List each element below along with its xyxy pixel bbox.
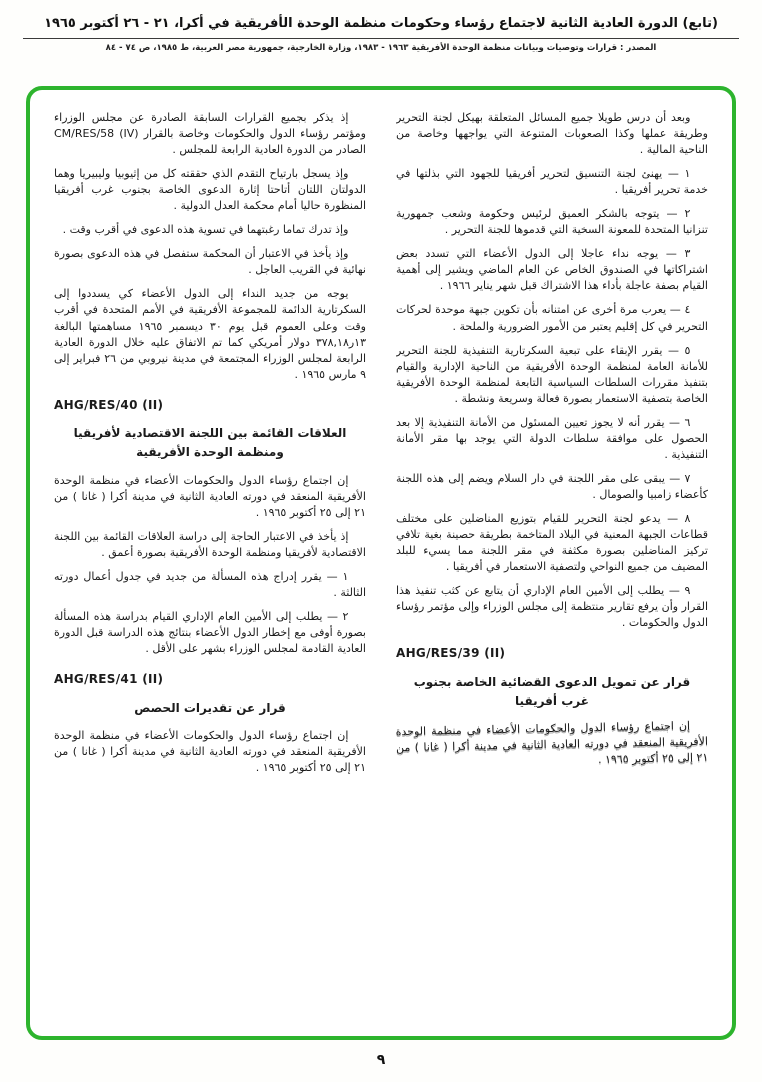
paragraph: إن اجتماع رؤساء الدول والحكومات الأعضاء في منظمة الوحدة الأفريقية المنعقد في دورته العادية الثانية في مدينة أكرا ( غانا ) من ٢١ إلى ٢٥ أكتوبر ١٩٦٥ . bbox=[54, 473, 366, 519]
resolution-heading: العلاقات القائمة بين اللجنة الاقتصادية لأفريقيا ومنظمة الوحدة الأفريقية bbox=[73, 426, 347, 460]
resolution-heading: قرار عن تقديرات الحصص bbox=[134, 700, 286, 715]
paragraph: إن اجتماع رؤساء الدول والحكومات الأعضاء في منظمة الوحدة الأفريقية المنعقد في دورته العادية الثانية في مدينة أكرا ( غانا ) من ٢١ إلى ٢٥ أكتوبر ١٩٦٥ . bbox=[54, 728, 366, 774]
paragraph: ٦ — يقرر أنه لا يجوز تعيين المسئول من الأمانة التنفيذية إلا بعد الحصول على موافقة سلطات الدولة التي يوجد بها مقر الأمانة التنفيذية . bbox=[396, 415, 708, 461]
paragraph: ٥ — يقرر الإبقاء على تبعية السكرتارية التنفيذية للجنة التحرير للأمانة العامة لمنظمة الوحدة الأفريقية من الناحية الإدارية والقيام بتنفيذ مقررات السلطات السياسية التابعة لمنظمة الوحدة الأفريقية الخاصة بتصفية الاستعمار بصورة فعالة وسريعة ونشطة . bbox=[396, 343, 708, 405]
paragraph: إذ يأخذ في الاعتبار الحاجة إلى دراسة العلاقات القائمة بين اللجنة الاقتصادية لأفريقيا ومنظمة الوحدة الأفريقية بصورة أعمق . bbox=[54, 529, 366, 559]
page-header bbox=[0, 0, 762, 53]
paragraph: وبعد أن درس طويلا جميع المسائل المتعلقة بهيكل لجنة التحرير وطريقة عملها وكذا الصعوبات المتنوعة التي يواجهها وخاصة من الناحية المالية . bbox=[396, 111, 708, 157]
paragraph: إذ يذكر بجميع القرارات السابقة الصادرة عن مجلس الوزراء ومؤتمر رؤساء الدول والحكومات وخاصة بالقرار CM/RES/58 (IV) الصادر من الدورة العادية الرابعة للمجلس . bbox=[54, 111, 366, 157]
resolution-code: AHG/RES/41 (II) bbox=[54, 672, 164, 687]
paragraph: ٩ — يطلب إلى الأمين العام الإداري أن يتابع عن كثب تنفيذ هذا القرار وأن يرفع تقارير منتظمة إلى مجلس الوزراء وإلى مؤتمر رؤساء الدول والحكومات . bbox=[396, 584, 708, 630]
paragraph: ٢ — يتوجه بالشكر العميق لرئيس وحكومة وشعب جمهورية تنزانيا المتحدة للمعونة السخية التي قدموها للجنة التحرير . bbox=[396, 207, 708, 237]
paragraph: يوجه من جديد النداء إلى الدول الأعضاء كي يسددوا إلى السكرتارية الدائمة للمجموعة الأفريقية في الأمم المتحدة في أقرب وقت وعلى العموم قبل يوم ٣٠ ديسمبر ١٩٦٥ مساهمتها البالغة ١٣ر٣٧٨,١٨ دولار أمريكي كما تم الاتفاق عليه خلال الدورة العادية الرابعة لمجلس الوزراء المجتمعة في مدينة نيروبي من ٢٦ فبراير إلى ٩ مارس ١٩٦٥ . bbox=[54, 287, 366, 381]
paragraph: ١ — يقرر إدراج هذه المسألة من جديد في جدول أعمال دورته الثالثة . bbox=[54, 569, 366, 599]
source-line: المصدر : قرارات وتوصيات وبيانات منظمة الوحدة الأفريقية ١٩٦٣ - ١٩٨٣، وزارة الخارجية، جمهورية مصر العربية، ط ١٩٨٥، ص ٧٤ - ٨٤ bbox=[105, 43, 657, 53]
document-title: (تابع) الدورة العادية الثانية لاجتماع رؤساء وحكومات منظمة الوحدة الأفريقية في أكرا، ٢١ - ٢٦ أكتوبر ١٩٦٥ bbox=[44, 16, 718, 31]
paragraph: ٧ — يبقى على مقر اللجنة في دار السلام ويضم إلى هذه اللجنة كأعضاء زامبيا والصومال . bbox=[396, 471, 708, 501]
column-right bbox=[396, 110, 708, 1020]
column-left bbox=[54, 110, 366, 1020]
content-frame bbox=[26, 86, 736, 1040]
paragraph: ١ — يهنئ لجنة التنسيق لتحرير أفريقيا للجهود التي بذلتها في خدمة تحرير أفريقيا . bbox=[396, 167, 708, 197]
resolution-heading: قرار عن تمويل الدعوى القضائية الخاصة بجنوب غرب أفريقيا bbox=[413, 674, 691, 709]
paragraph: إن اجتماع رؤساء الدول والحكومات الأعضاء في منظمة الوحدة الأفريقية المنعقد في دورته العادية الثانية في مدينة أكرا ( غانا ) من ٢١ إلى ٢٥ أكتوبر ١٩٦٥ . bbox=[396, 719, 708, 767]
header-divider bbox=[23, 38, 739, 39]
paragraph: ٨ — يدعو لجنة التحرير للقيام بتوزيع المناضلين على مختلف قطاعات الجبهة المعنية في البلاد المتاخمة بطريقة حصينة بغية تلافي تركيز المناضلين بصورة مكثفة في مقر اللجنة مما يسيء للبلد المضيف من جميع النواحي ولتصفية الاستعمار في أفريقيا . bbox=[396, 511, 708, 574]
page-number: ٩ bbox=[376, 1052, 386, 1068]
paragraph: وإذ يأخذ في الاعتبار أن المحكمة ستفصل في هذه الدعوى بصورة نهائية في القريب العاجل . bbox=[54, 247, 366, 277]
paragraph: وإذ يسجل بارتياح التقدم الذي حققته كل من إثيوبيا وليبيريا وهما الدولتان اللتان أتاحتا إثارة الدعوى الخاصة بجنوب غرب أفريقيا المنظورة حاليا أمام محكمة العدل الدولية . bbox=[54, 167, 366, 213]
resolution-code: AHG/RES/39 (II) bbox=[396, 646, 506, 661]
paragraph: ٤ — يعرب مرة أخرى عن امتنانه بأن تكوين جبهة موحدة لحركات التحرير في كل إقليم يعتبر من الأمور الضرورية والملحة . bbox=[396, 303, 708, 333]
paragraph: ٣ — يوجه نداء عاجلا إلى الدول الأعضاء التي تسدد بعض اشتراكاتها في الصندوق الخاص عن العام الماضي ويشير إلى أهمية القيام بصفة عاجلة بأداء هذا الاشتراك قبل شهر يناير ١٩٦٦ . bbox=[396, 247, 708, 293]
paragraph: ٢ — يطلب إلى الأمين العام الإداري القيام بدراسة هذه المسألة بصورة أوفى مع إخطار الدول الأعضاء بنتائج هذه الدراسة قبل الدورة العادية القادمة لمجلس الوزراء بشهر على الأقل . bbox=[54, 609, 366, 656]
paragraph: وإذ تدرك تماما رغبتهما في تسوية هذه الدعوى في أقرب وقت . bbox=[62, 223, 349, 237]
resolution-code: AHG/RES/40 (II) bbox=[54, 397, 164, 412]
